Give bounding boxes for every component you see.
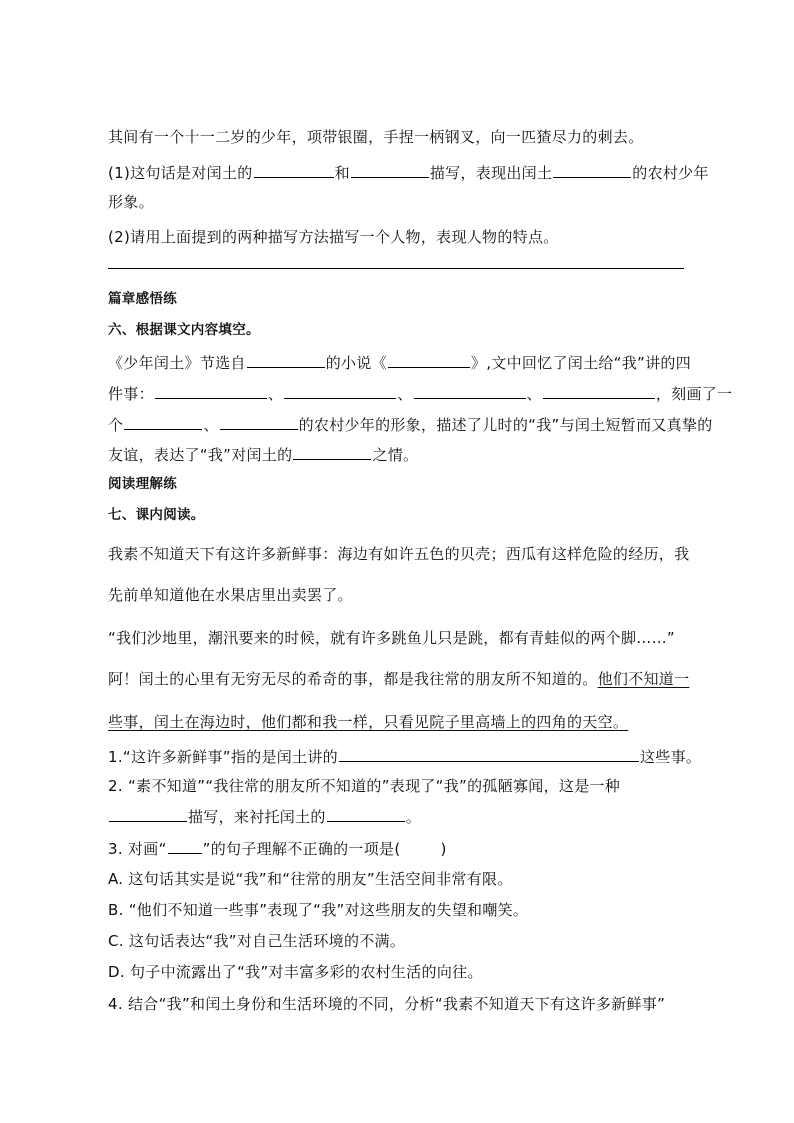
section-heading-reading: 阅读理解练 (108, 476, 177, 492)
answer-blank[interactable] (351, 162, 429, 178)
reading-line-3: “我们沙地里，潮汛要来的时候，就有许多跳鱼儿只是跳，都有青蛙似的两个脚……” (108, 629, 675, 647)
answer-blank[interactable] (414, 383, 526, 399)
part-six-title: 六、根据课文内容填空。 (108, 322, 260, 338)
option-a[interactable]: A. 这句话其实是说“我”和“往常的朋友”生活空间非常有限。 (108, 870, 513, 888)
reading-question-2: 2. “素不知道”“我往常的朋友所不知道的”表现了“我”的孤陋寡闻，这是一种 (108, 777, 621, 795)
answer-blank[interactable] (109, 806, 187, 822)
fill-line-2: 件事： 、 、 、 ，刻画了一 (108, 385, 733, 403)
fill-line-4: 友谊，表达了“我”对闰土的 之情。 (108, 446, 419, 464)
fill-line-1: 《少年闰土》节选自 的小说《 》,文中回忆了闰土给“我”讲的四 (108, 354, 692, 372)
question-1: (1)这句话是对闰土的 和 描写，表现出闰土 的农村少年 (108, 164, 709, 182)
underlined-sentence-continued: 些事，闰土在海边时，他们都和我一样，只看见院子里高墙上的四角的天空。 (108, 713, 629, 731)
answer-blank[interactable] (254, 162, 334, 178)
answer-line[interactable] (108, 268, 684, 269)
answer-blank[interactable] (293, 444, 371, 460)
reading-question-4: 4. 结合“我”和闰土身份和生活环境的不同，分析“我素不知道天下有这许多新鲜事” (108, 995, 666, 1013)
section-heading-chapter: 篇章感悟练 (108, 291, 177, 307)
answer-blank[interactable] (327, 806, 405, 822)
answer-blank[interactable] (553, 162, 631, 178)
underline-sample (168, 838, 202, 854)
option-c[interactable]: C. 这句话表达“我”对自己生活环境的不满。 (108, 932, 406, 950)
answer-blank[interactable] (247, 352, 325, 368)
answer-blank[interactable] (220, 414, 298, 430)
reading-question-3: 3. 对画“ ”的句子理解不正确的一项是( ) (108, 840, 447, 858)
answer-blank[interactable] (155, 383, 267, 399)
reading-question-1: 1.“这许多新鲜事”指的是闰土讲的 这些事。 (108, 748, 702, 766)
answer-blank[interactable] (124, 414, 202, 430)
answer-blank[interactable] (388, 352, 470, 368)
reading-line-4: 阿！闰土的心里有无穷无尽的希奇的事，都是我往常的朋友所不知道的。他们不知道一 (108, 670, 690, 688)
underlined-sentence: 他们不知道一 (597, 670, 690, 688)
fill-line-3: 个 、 的农村少年的形象，描述了儿时的“我”与闰土短暂而又真挚的 (108, 416, 713, 434)
reading-question-2-continued: 描写，来衬托闰土的 。 (108, 806, 421, 827)
answer-blank[interactable] (339, 746, 639, 762)
answer-blank[interactable] (543, 383, 655, 399)
question-1-continued: 形象。 (108, 193, 154, 211)
question-2: (2)请用上面提到的两种描写方法描写一个人物，表现人物的特点。 (108, 228, 559, 246)
reading-line-2: 先前单知道他在水果店里出卖罢了。 (108, 586, 353, 604)
reading-line-1: 我素不知道天下有这许多新鲜事：海边有如许五色的贝壳；西瓜有这样危险的经历，我 (108, 545, 690, 563)
part-seven-title: 七、课内阅读。 (108, 507, 205, 523)
answer-blank[interactable] (284, 383, 396, 399)
passage-sentence: 其间有一个十一二岁的少年，项带银圈，手捏一柄钢叉，向一匹猹尽力的刺去。 (108, 128, 644, 146)
option-d[interactable]: D. 句子中流露出了“我”对丰富多彩的农村生活的向往。 (108, 963, 483, 981)
option-b[interactable]: B. “他们不知道一些事”表现了“我”对这些朋友的失望和嘲笑。 (108, 901, 529, 919)
